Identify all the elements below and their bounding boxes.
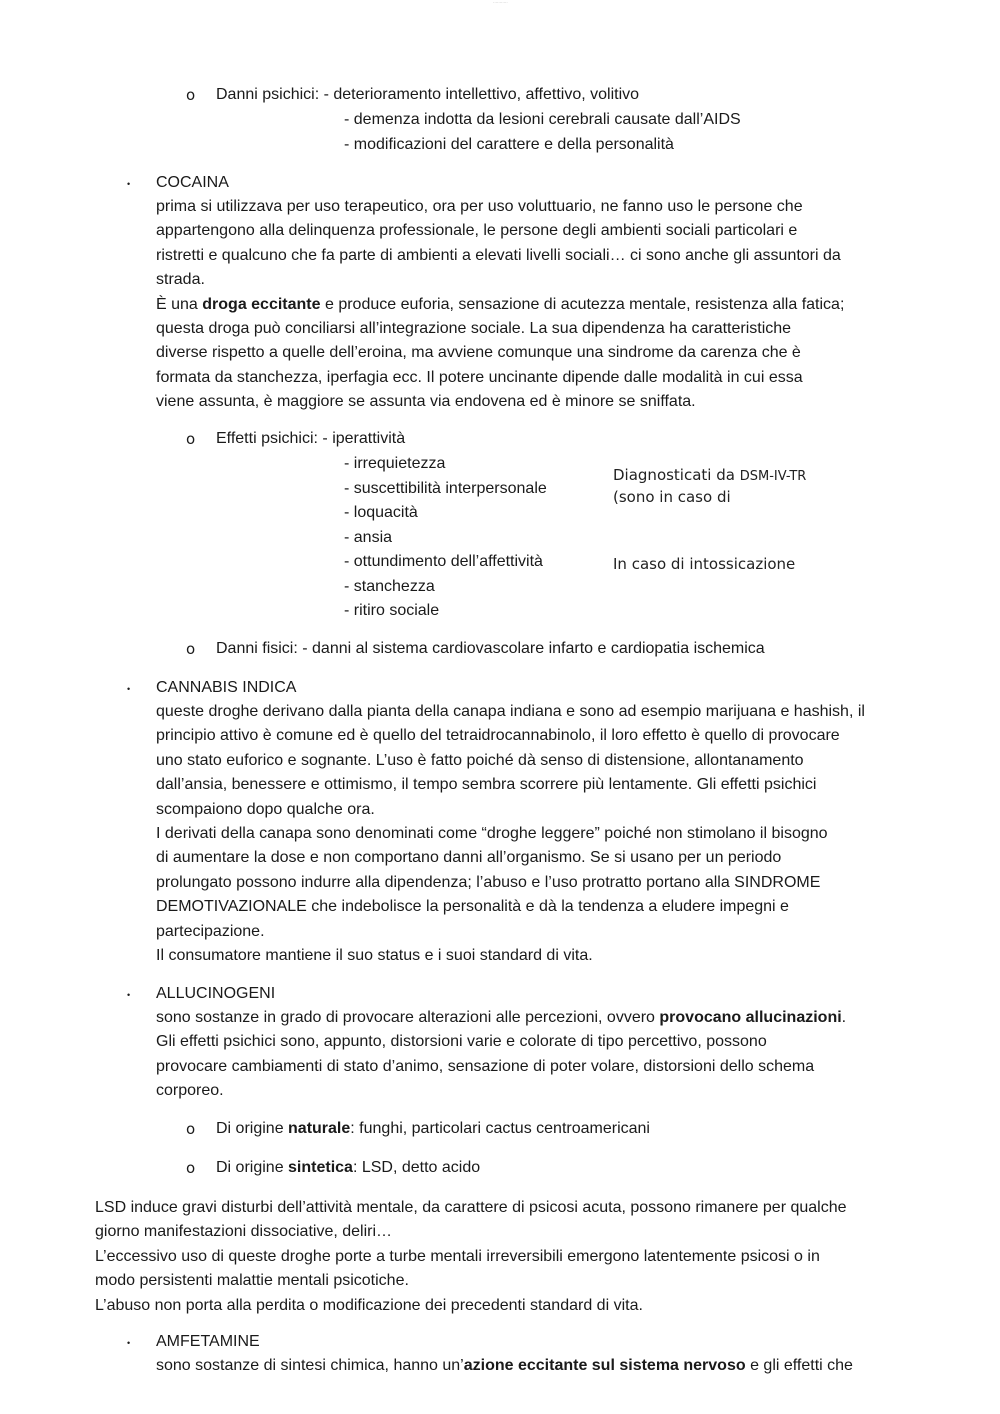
intoxication-textbox: In caso di intossicazione	[613, 555, 796, 570]
danni-fisici-text: Danni fisici: - danni al sistema cardiovascolare infarto e cardiopatia ischemica	[216, 640, 765, 657]
document-page: ··········· o Danni psichici: - deterioramento intellettivo, affettivo, volitivo - demenza indotta da lesioni cerebrali causate dall’AIDS - modificazioni del carattere e della personalità • COCAINA prima si utilizzava per uso terapeutico, ora per uso voluttuario, ne fanno uso le persone che appartengono alla delinquenza professionale, le persone degli ambienti sociali particolari e ristretti e qualcuno che fa parte di ambienti a elevati livelli sociali… ci sono anche gli assuntori da strada. È una droga eccitante e produce euforia, sensazione di acutezza mentale, resistenza alla fatica; questa droga può conciliarsi all’integrazione sociale. La sua dipendenza ha caratteristiche diverse rispetto a quelle dell’eroina, ma avviene comunque una sindrome da carenza che è formata da stanchezza, iperfagia ecc. Il potere uncinante dipende dalle modalità in cui essa viene assunta, è maggiore se assunta via endovena ed è minore se sniffata. o Effetti psichici: - iperattività - irrequietezza - suscettibilità interpersonale - loquacità - ansia - ottundimento dell’affettività - stanchezza - ritiro sociale Diagnosticati da DSM-IV-TR (sono in caso di In caso di intossicazione o Danni fisici: - danni al sistema cardiovascolare infarto e cardiopatia ischemica • CANNABIS INDICA queste droghe derivano dalla pianta della canapa indiana e sono ad esempio marijuana e hashish, il principio attivo è comune ed è quello del tetraidrocannabinolo, il loro effetto è quello di provocare uno stato euforico e sognante. L’uso è fatto poiché dà senso di distensione, allontanamento dall’ansia, benessere e ottimismo, il tempo sembra scorrere più lentamente. Gli effetti psichici scompaiono dopo qualche ora. I derivati della canapa sono denominati come “droghe leggere” poiché non stimolano il bisogno di aumentare la dose e non comportano danni all’organismo. Se si usano per un periodo prolungato possono indurre alla dipendenza; l’abuso e l’uso protratto portano alla SINDROME DEMOTIVAZIONALE che indebolisce la personalità e dà la tendenza a eludere impegni e partecipazione. Il consumatore mantiene il suo status e i suoi standard di vita. • ALLUCINOGENI sono sostanze in grado di provocare alterazioni alle percezioni, ovvero provocano allucinazioni. Gli effetti psichici sono, appunto, distorsioni varie e colorate di tipo percettivo, possono provocare cambiamenti di stato d’animo, sensazione di poter volare, distorsioni dello schema corporeo. o Di origine naturale: funghi, particolari cactus centroamericani o Di origine sintetica: LSD, detto acido LSD induce gravi disturbi dell’attività mentale, da carattere di psicosi acuta, possono rimanere per qualche giorno manifestazioni dissociative, deliri… L’eccessivo uso di queste droghe porte a turbe mentali irreversibili emergono latentemente psicosi o in modo persistenti malattie mentali psicotiche. L’abuso non porta alla perdita o modificazione dei precedenti standard di vita. • AMFETAMINE sono sostanze di sintesi chimica, hanno un’azione eccitante sul sistema nervoso e gli effetti che	[0, 0, 1000, 1414]
danni-psichici-item-1: - deterioramento intellettivo, affettivo, volitivo	[323, 86, 640, 103]
danni-psichici-list	[344, 108, 741, 157]
danni-psichici-item-3: - modificazioni del carattere e della personalità	[344, 135, 674, 153]
bullet-allucinogeni: •	[127, 990, 131, 1000]
bullet-amfetamine: •	[127, 1338, 131, 1348]
effetti-item: - stanchezza	[344, 577, 435, 595]
sub-bullet-marker: o	[186, 640, 196, 658]
cannabis-paragraph: queste droghe derivano dalla pianta della canapa indiana e sono ad esempio marijuana e hashish, il principio attivo è comune ed è quello del tetraidrocannabinolo, il loro effetto è quello di provocare uno stato euforico e sognante. L’uso è fatto poiché dà senso di distensione, allontanamento dall’ansia, benessere e ottimismo, il tempo sembra scorrere più lentamente. Gli effetti psichici scompaiono dopo qualche ora. I derivati della canapa sono denominati come “droghe leggere” poiché non stimolano il bisogno di aumentare la dose e non comportano danni all’organismo. Se si usano per un periodo prolungato possono indurre alla dipendenza; l’abuso e l’uso protratto portano alla SINDROME DEMOTIVAZIONALE che indebolisce la personalità e dà la tendenza a eludere impegni e partecipazione. Il consumatore mantiene il suo status e i suoi standard di vita.	[156, 703, 865, 965]
effetti-psichici-label: Effetti psichici:	[216, 430, 318, 447]
diagnosis-textbox: Diagnosticati da DSM-IV-TR (sono in caso di	[613, 466, 807, 506]
sub-bullet-marker: o	[186, 1120, 196, 1138]
header-mark: ···········	[493, 0, 508, 5]
amfetamine-paragraph: sono sostanze di sintesi chimica, hanno un’azione eccitante sul sistema nervoso e gli effetti che	[156, 1357, 853, 1374]
bullet-cocaina: •	[127, 179, 131, 189]
effetti-item: - suscettibilità interpersonale	[344, 479, 547, 497]
danni-psichici-label: Danni psichici:	[216, 86, 320, 103]
effetti-psichici-first: - iperattività	[322, 430, 406, 447]
effetti-item: - irrequietezza	[344, 455, 446, 472]
cocaina-paragraph: prima si utilizzava per uso terapeutico, ora per uso voluttuario, ne fanno uso le persone che appartengono alla delinquenza professionale, le persone degli ambienti sociali particolari e ristretti e qualcuno che fa parte di ambienti a elevati livelli sociali… ci sono anche gli assuntori da strada. È una droga eccitante e produce euforia, sensazione di acutezza mentale, resistenza alla fatica; questa droga può conciliarsi all’integrazione sociale. La sua dipendenza ha caratteristiche diverse rispetto a quelle dell’eroina, ma avviene comunque una sindrome da carenza che è formata da stanchezza, iperfagia ecc. Il potere uncinante dipende dalle modalità in cui essa viene assunta, è maggiore se assunta via endovena ed è minore se sniffata.	[156, 198, 845, 411]
effetti-item: - ottundimento dell’affettività	[344, 553, 543, 570]
section-title-cocaina: COCAINA	[156, 174, 229, 191]
sub-bullet-marker: o	[186, 430, 196, 448]
bullet-cannabis: •	[127, 684, 131, 694]
effetti-psichici-list	[344, 452, 547, 624]
allucinogeni-paragraph: sono sostanze in grado di provocare alterazioni alle percezioni, ovvero provocano allucinazioni. Gli effetti psichici sono, appunto, distorsioni varie e colorate di tipo percettivo, possono provocare cambiamenti di stato d’animo, sensazione di poter volare, distorsioni dello schema corporeo.	[156, 1009, 847, 1100]
danni-psichici-item-2: - demenza indotta da lesioni cerebrali causate dall’AIDS	[344, 111, 741, 128]
effetti-item: - loquacità	[344, 504, 418, 521]
section-title-amfetamine: AMFETAMINE	[156, 1333, 260, 1350]
effetti-item: - ritiro sociale	[344, 602, 440, 619]
section-title-cannabis: CANNABIS INDICA	[156, 679, 297, 696]
effetti-item: - ansia	[344, 528, 393, 546]
sub-bullet-marker: o	[186, 1159, 196, 1177]
section-title-allucinogeni: ALLUCINOGENI	[156, 985, 276, 1002]
sub-bullet-marker: o	[186, 86, 196, 104]
lsd-paragraph: LSD induce gravi disturbi dell’attività mentale, da carattere di psicosi acuta, possono rimanere per qualche giorno manifestazioni dissociative, deliri… L’eccessivo uso di queste droghe porte a turbe mentali irreversibili emergono latentemente psicosi o in modo persistenti malattie mentali psicotiche. L’abuso non porta alla perdita o modificazione dei precedenti standard di vita.	[95, 1199, 847, 1314]
